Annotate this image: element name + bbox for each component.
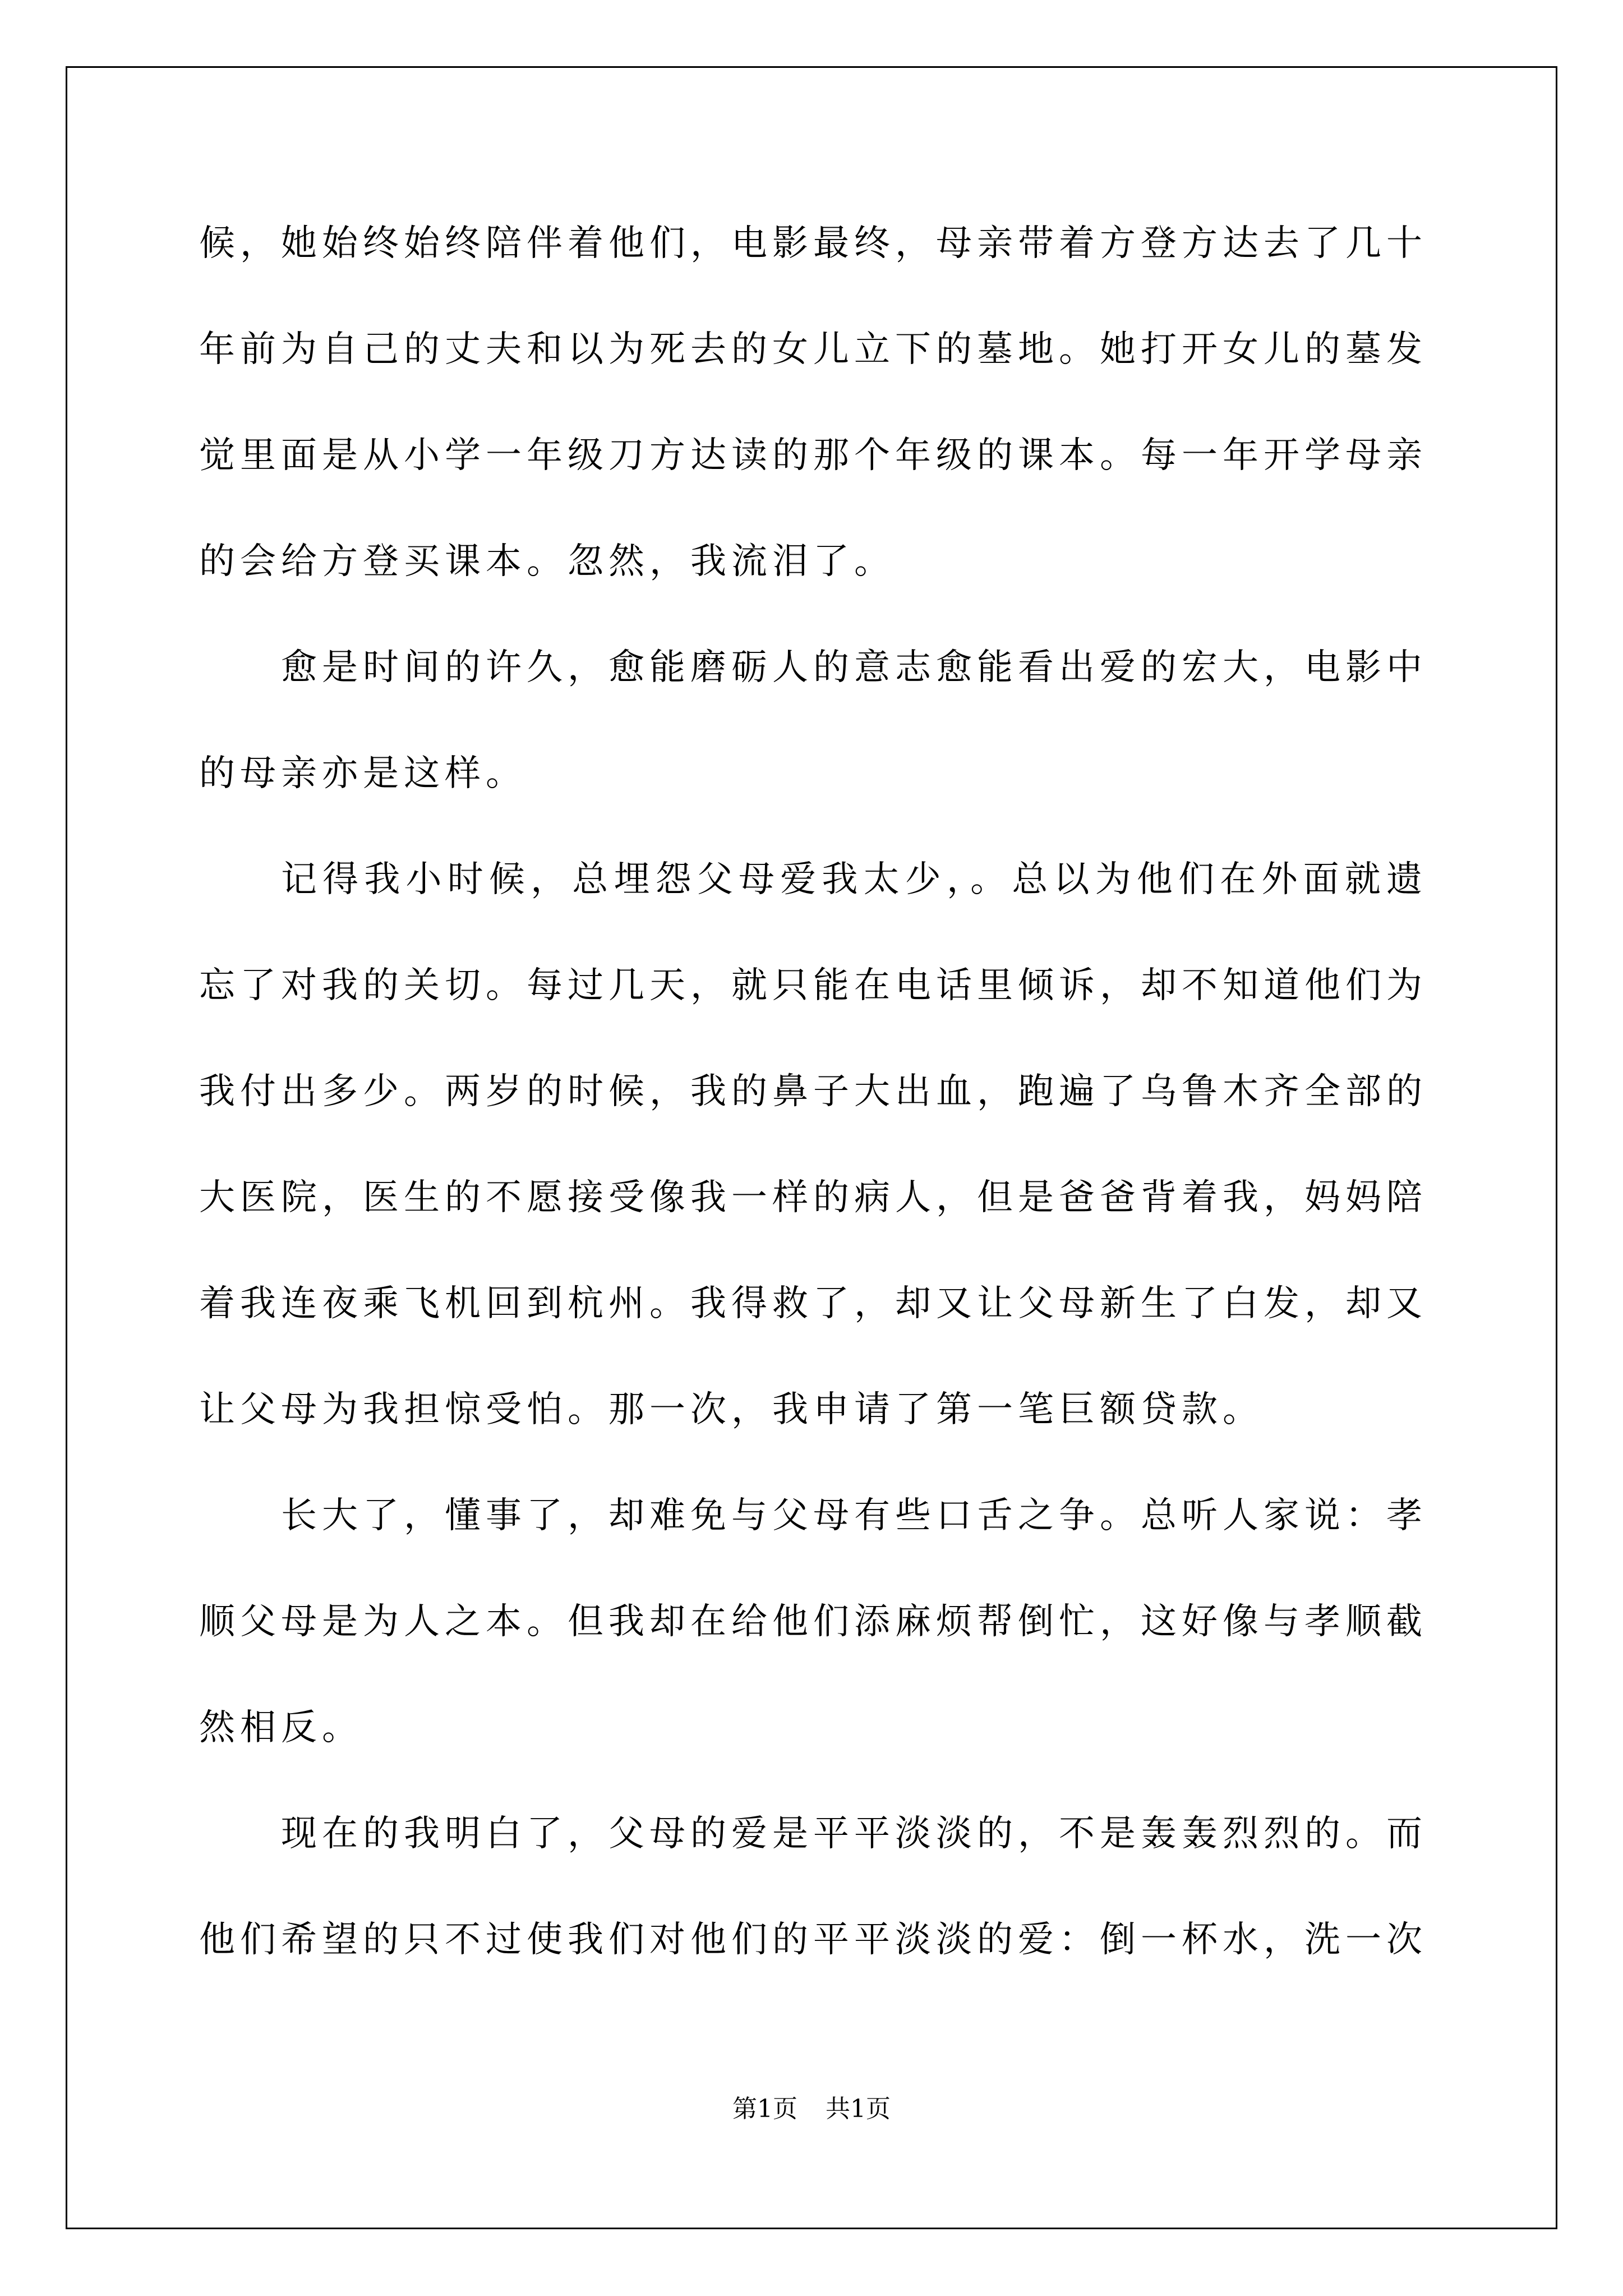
paragraph-2: 愈是时间的许久，愈能磨砺人的意志愈能看出爱的宏大，电影中的母亲亦是这样。: [199, 647, 1427, 794]
page-footer: [0, 2092, 1623, 2126]
document-body: [199, 191, 1427, 1993]
paragraph-4: 长大了，懂事了，却难免与父母有些口舌之争。总听人家说：孝顺父母是为人之本。但我却在给他们添麻烦帮倒忙，这好像与孝顺截然相反。: [199, 1495, 1427, 1749]
page-number: 第1页: [732, 2095, 797, 2123]
paragraph-5: 现在的我明白了，父母的爱是平平淡淡的，不是轰轰烈烈的。而他们希望的只不过使我们对他们的平平淡淡的爱：倒一杯水，洗一次: [199, 1813, 1427, 1961]
paragraph-1: 候，她始终始终陪伴着他们，电影最终，母亲带着方登方达去了几十年前为自己的丈夫和以为死去的女儿立下的墓地。她打开女儿的墓发觉里面是从小学一年级刀方达读的那个年级的课本。每一年开学母亲的会给方登买课本。忽然，我流泪了。: [199, 223, 1427, 582]
paragraph-3: 记得我小时候，总埋怨父母爱我太少，。总以为他们在外面就遗忘了对我的关切。每过几天，就只能在电话里倾诉，却不知道他们为我付出多少。两岁的时候，我的鼻子大出血，跑遍了乌鲁木齐全部的大医院，医生的不愿接受像我一样的病人，但是爸爸背着我，妈妈陪着我连夜乘飞机回到杭州。我得救了，却又让父母新生了白发，却又让父母为我担惊受怕。那一次，我申请了第一笔巨额贷款。: [199, 859, 1427, 1430]
page-total: 共1页: [826, 2095, 891, 2123]
